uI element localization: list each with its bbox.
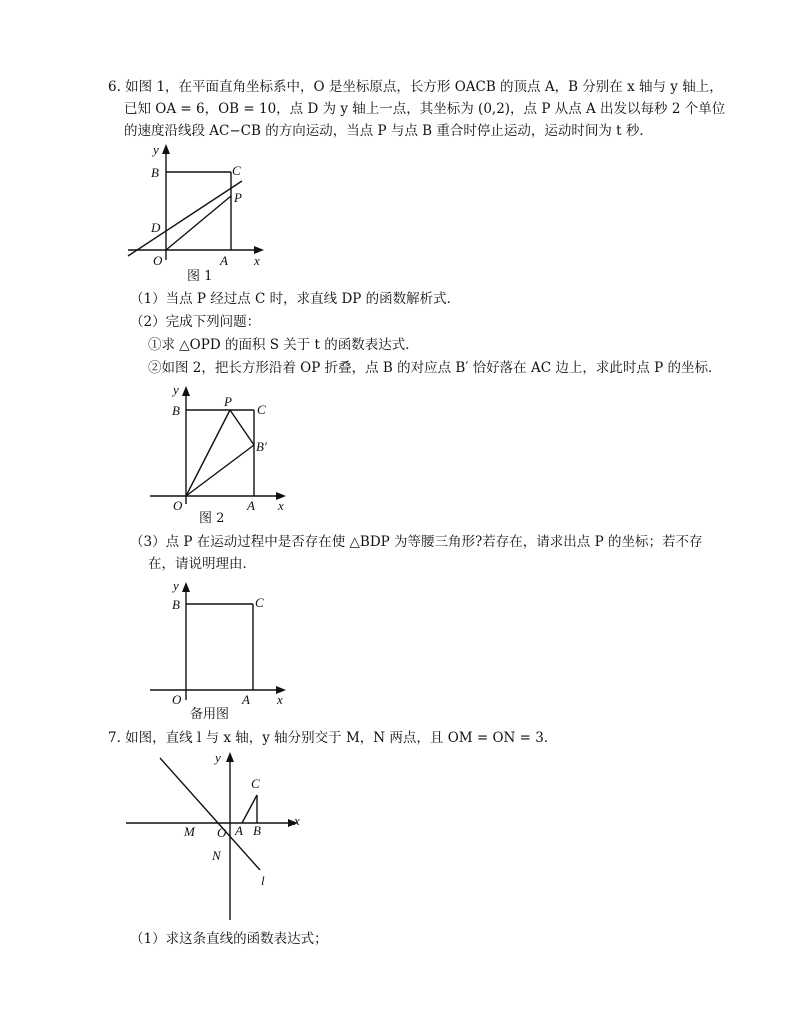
q7-label-B: B [253,823,261,838]
fig2-segment-OBp [186,445,254,496]
fig3-label-B: B [172,597,180,612]
figure-1 [120,140,270,268]
q7-intro: 7. 如图，直线 l 与 x 轴，y 轴分别交于 M，N 两点，且 OM = ON = 3． [108,730,558,746]
q7-segment-AC [242,795,257,823]
q6-part3-line1: （3）点 P 在运动过程中是否存在使 △BDP 为等腰三角形?若存在，请求出点 P 的坐标；若不存 [130,534,703,550]
q7-label-x: x [294,813,300,828]
fig1-line-DP [128,181,242,256]
fig2-y-arrow [182,386,190,396]
q6-intro-line1: 6. 如图 1，在平面直角坐标系中，O 是坐标原点，长方形 OACB 的顶点 A，B 分别在 x 轴与 y 轴上， [108,79,723,95]
fig2-label-y: y [173,382,179,397]
fig2-caption: 图 2 [199,511,225,526]
q6-part1: （1）当点 P 经过点 C 时，求直线 DP 的函数解析式． [130,291,461,307]
fig1-segment-OP [166,196,231,250]
q6-part2: （2）完成下列问题： [130,314,261,330]
q7-part1: （1）求这条直线的函数表达式； [130,931,328,947]
fig1-y-arrow [162,144,170,154]
q7-label-O: O [217,825,227,840]
fig2-label-x: x [278,498,284,513]
fig3-caption: 备用图 [190,707,230,722]
q6-part2-sub2: ②如图 2，把长方形沿着 OP 折叠，点 B 的对应点 B′ 恰好落在 AC 边上，求此时点 P 的坐标． [148,360,722,376]
q7-y-arrow [226,752,234,762]
q7-label-A: A [235,823,243,838]
fig3-label-O: O [172,692,182,707]
q7-label-y: y [215,750,221,765]
fig1-label-O: O [153,253,163,268]
fig3-label-A: A [242,692,250,707]
fig1-label-y: y [153,142,159,157]
fig3-label-x: x [277,692,283,707]
q7-line-l [160,758,260,870]
q7-label-C: C [251,776,260,791]
fig1-label-x: x [254,253,260,268]
fig2-label-A: A [247,498,255,513]
fig2-label-P: P [224,394,232,409]
fig1-label-D: D [151,220,161,235]
fig1-label-B: B [151,165,159,180]
figure-2 [150,382,300,514]
fig2-segment-PBp [230,410,254,445]
fig1-label-C: C [232,163,241,178]
q6-intro-line2: 已知 OA = 6，OB = 10，点 D 为 y 轴上一点，其坐标为 (0,2)，点 P 从点 A 出发以每秒 2 个单位 [124,101,726,117]
figure-spare [150,578,300,708]
q7-label-l: l [261,873,265,888]
fig3-label-C: C [255,595,264,610]
q7-label-N: N [212,848,221,863]
fig1-label-P: P [234,190,242,205]
fig3-y-arrow [182,582,190,592]
q6-intro-line3: 的速度沿线段 AC−CB 的方向运动，当点 P 与点 B 重合时停止运动，运动时间为 t 秒． [124,123,653,139]
fig2-label-B: B [172,403,180,418]
q7-label-M: M [184,824,195,839]
fig1-label-A: A [220,253,228,268]
fig2-label-C: C [257,402,266,417]
fig3-label-y: y [173,578,179,593]
q6-part2-sub1: ①求 △OPD 的面积 S 关于 t 的函数表达式． [148,337,419,353]
fig2-label-O: O [173,498,183,513]
fig1-caption: 图 1 [187,269,213,284]
q6-part3-line2: 在，请说明理由． [148,556,256,572]
figure-q7 [120,748,310,923]
fig2-label-Bp: B′ [256,439,267,454]
fig2-segment-OP [186,410,230,496]
